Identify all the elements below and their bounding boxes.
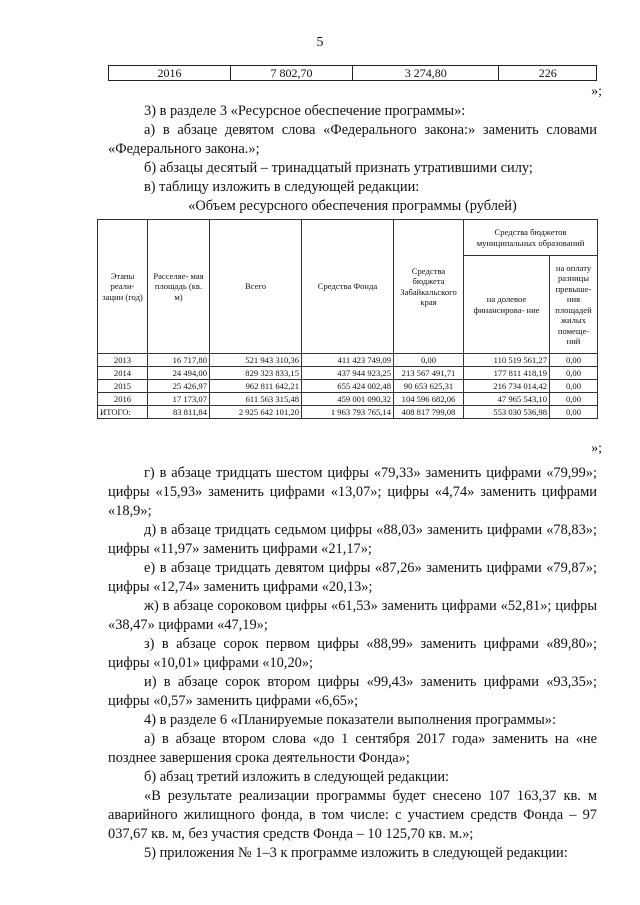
table-cell: 25 426,97 [148, 380, 210, 393]
item-g: г) в абзаце тридцать шестом цифры «79,33» заменить цифрами «79,99»; цифры «15,93» заменить цифрами «13,07»; цифры «4,74» заменить цифрами «18,9»; [108, 465, 597, 519]
table-cell: 411 423 749,09 [302, 354, 394, 367]
table-cell: 83 811,84 [148, 406, 210, 419]
table-cell: 459 001 090,32 [302, 393, 394, 406]
table-cell: 521 943 310,36 [210, 354, 302, 367]
table-cell: 408 817 799,08 [394, 406, 464, 419]
item-d: д) в абзаце тридцать седьмом цифры «88,03» заменить цифрами «78,83»; цифры «11,97» заменить цифрами «21,17»; [108, 522, 597, 557]
section4-quote: «В результате реализации программы будет снесено 107 163,37 кв. м аварийного жилищного фонда, в том числе: с участием средств Фонда – 97 037,67 кв. м, без участия средств Фонда – 10 125,70 кв. м.»; [108, 788, 597, 842]
table-cell: 216 734 014,42 [464, 380, 550, 393]
table-cell: 0,00 [550, 380, 598, 393]
table-cell: 17 173,07 [148, 393, 210, 406]
table-cell: 90 653 625,31 [394, 380, 464, 393]
table-cell: 0,00 [550, 393, 598, 406]
table-cell: 2016 [98, 393, 148, 406]
header-difference: на оплату разницы превыше- ния площадей жилых помеще- ний [550, 256, 598, 354]
header-stages: Этапы реали- зации (год) [98, 220, 148, 354]
table-cell: 110 519 561,27 [464, 354, 550, 367]
table-cell: 24 494,00 [148, 367, 210, 380]
table-row [98, 367, 598, 380]
table-cell: 962 811 642,21 [210, 380, 302, 393]
table-cell: 553 030 536,98 [464, 406, 550, 419]
section4-intro: 4) в разделе 6 «Планируемые показатели выполнения программы»: [144, 712, 556, 728]
header-municipal: Средства бюджетов муниципальных образований [464, 220, 598, 256]
table-cell: 655 424 002,48 [302, 380, 394, 393]
table-total-row [98, 406, 598, 419]
table-cell: 0,00 [550, 367, 598, 380]
table-row [98, 380, 598, 393]
table-cell: 1 963 793 765,14 [302, 406, 394, 419]
header-regional: Средства бюджета Забайкальского края [394, 220, 464, 354]
table-cell: 7 802,70 [231, 66, 353, 81]
table-cell: 177 811 418,19 [464, 367, 550, 380]
section4-item-a: а) в абзаце втором слова «до 1 сентября 2017 года» заменить на «не позднее завершения срока деятельности Фонда»; [108, 731, 597, 766]
table-cell: 2015 [98, 380, 148, 393]
table-cell: 437 944 923,25 [302, 367, 394, 380]
table-cell: 2014 [98, 367, 148, 380]
table-cell: 0,00 [550, 406, 598, 419]
table-cell: 213 567 491,71 [394, 367, 464, 380]
table-row [109, 66, 597, 81]
resource-table [97, 219, 598, 419]
table-cell: 0,00 [550, 354, 598, 367]
table-cell: 0,00 [394, 354, 464, 367]
header-shared: на долевое финансирова- ние [464, 256, 550, 354]
item-e: е) в абзаце тридцать девятом цифры «87,26» заменить цифрами «79,87»; цифры «12,74» заменить цифрами «20,13»; [108, 560, 597, 595]
section3-item-a: а) в абзаце девятом слова «Федерального закона:» заменить словами «Федерального закона.»; [108, 122, 597, 157]
section4-item-b: б) абзац третий изложить в следующей редакции: [144, 769, 450, 785]
table-row [98, 354, 598, 367]
closing-quote: »; [591, 441, 602, 456]
page-number: 5 [316, 35, 324, 50]
table-cell: 2013 [98, 354, 148, 367]
table-cell: 2016 [109, 66, 231, 81]
item-5: 5) приложения № 1–3 к программе изложить в следующей редакции: [144, 845, 568, 861]
section3-item-b: б) абзацы десятый – тринадцатый признать утратившими силу; [144, 160, 533, 176]
table-cell: 2 925 642 101,20 [210, 406, 302, 419]
table-header-row [98, 220, 598, 256]
header-area: Расселяе- мая площадь (кв. м) [148, 220, 210, 354]
table-cell: ИТОГО: [98, 406, 148, 419]
top-table [108, 65, 597, 81]
item-zh: ж) в абзаце сороковом цифры «61,53» заменить цифрами «52,81»; цифры «38,47» цифрами «47,19»; [108, 598, 597, 633]
table-cell: 611 563 315,48 [210, 393, 302, 406]
table-cell: 226 [499, 66, 597, 81]
header-fund: Средства Фонда [302, 220, 394, 354]
section3-item-c: в) таблицу изложить в следующей редакции: [144, 179, 420, 195]
table-cell: 16 717,80 [148, 354, 210, 367]
table-cell: 104 596 682,06 [394, 393, 464, 406]
table-row [98, 393, 598, 406]
table-cell: 3 274,80 [353, 66, 499, 81]
table-cell: 829 323 833,15 [210, 367, 302, 380]
item-z: з) в абзаце сорок первом цифры «88,99» заменить цифрами «89,80»; цифры «10,01» цифрами «10,20»; [108, 636, 597, 671]
item-i: и) в абзаце сорок втором цифры «99,43» заменить цифрами «93,35»; цифры «0,57» заменить цифрами «6,65»; [108, 674, 597, 709]
closing-quote: »; [591, 84, 602, 99]
table-title: «Объем ресурсного обеспечения программы (рублей) [188, 198, 517, 214]
header-total: Всего [210, 220, 302, 354]
section3-intro: 3) в разделе 3 «Ресурсное обеспечение программы»: [144, 103, 466, 119]
table-cell: 47 965 543,10 [464, 393, 550, 406]
